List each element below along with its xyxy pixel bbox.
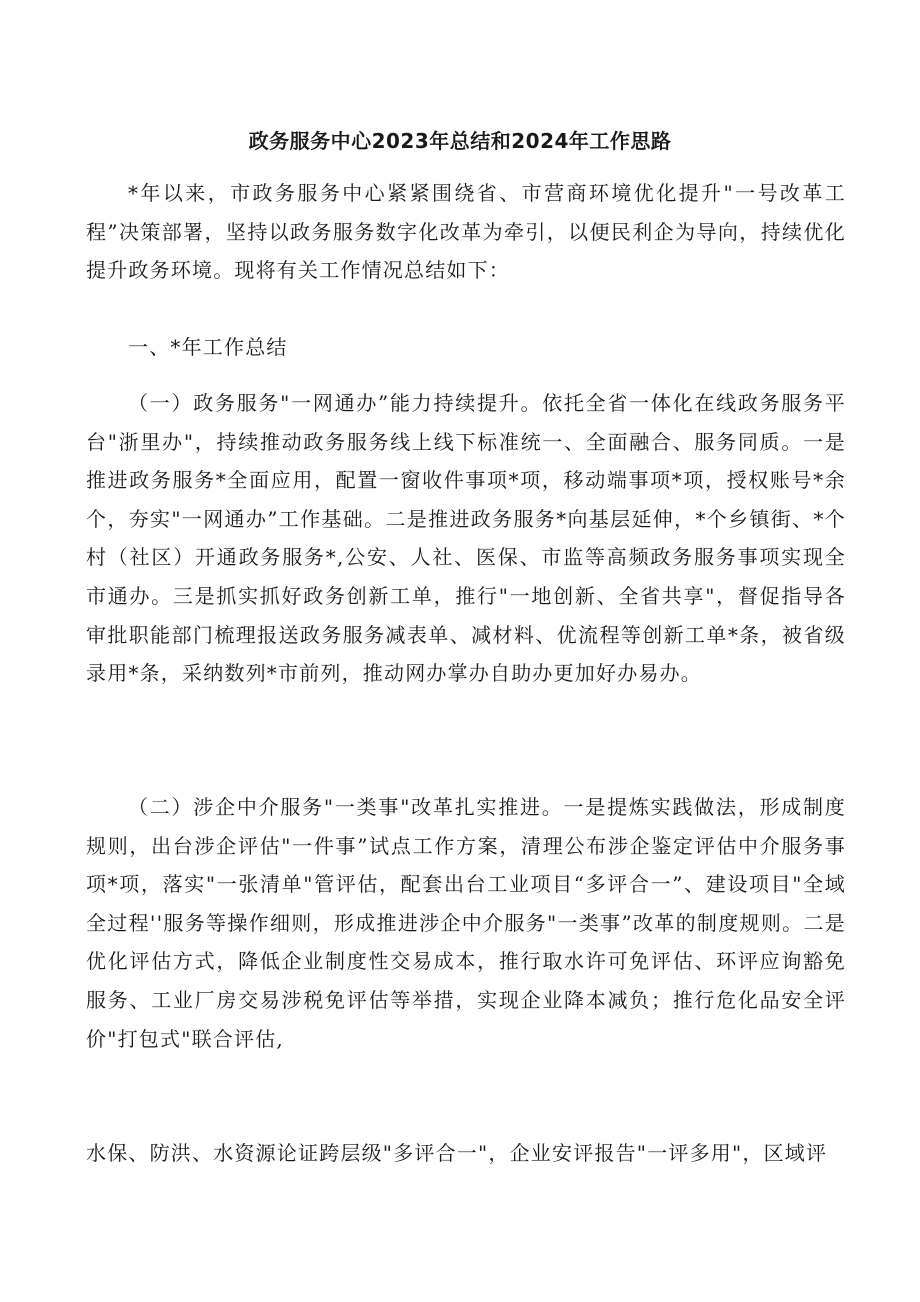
paragraph-one: （一）政务服务"一网通办”能力持续提升。依托全省一体化在线政务服务平台"浙里办"，持续推动政务服务线上线下标准统一、全面融合、服务同质。一是推进政务服务*全面应用，配置一窗收件事项*项，移动端事项*项，授权账号*余个，夯实"一网通办”工作基础。二是推进政务服务*向基层延伸，*个乡镇街、*个村（社区）开通政务服务*,公安、人社、医保、市监等高频政务服务事项实现全市通办。三是抓实抓好政务创新工单，推行"一地创新、全省共享"，督促指导各审批职能部门梳理报送政务服务减表单、减材料、优流程等创新工单*条，被省级录用*条，采纳数列*市前列，推动网办掌办自助办更加好办易办。 (86, 391, 846, 686)
section-heading: 一、*年工作总结 (128, 335, 288, 359)
paragraph-three: 水保、防洪、水资源论证跨层级"多评合一"，企业安评报告"一评多用"，区域评 (86, 1141, 828, 1165)
document-title: 政务服务中心2023年总结和2024年工作思路 (248, 129, 672, 153)
paragraph-two: （二）涉企中介服务"一类事"改革扎实推进。一是提炼实践做法，形成制度规则，出台涉企评估"一件事”试点工作方案，清理公布涉企鉴定评估中介服务事项*项，落实"一张清单"管评估，配套出台工业项目“多评合一”、建设项目"全域全过程''服务等操作细则，形成推进涉企中介服务"一类事”改革的制度规则。二是优化评估方式，降低企业制度性交易成本，推行取水许可免评估、环评应询豁免服务、工业厂房交易涉税免评估等举措，实现企业降本减负；推行危化品安全评价"打包式"联合评估, (86, 795, 846, 1051)
intro-paragraph: *年以来，市政务服务中心紧紧围绕省、市营商环境优化提升"一号改革工程”决策部署，坚持以政务服务数字化改革为牵引，以便民利企为导向，持续优化提升政务环境。现将有关工作情况总结如下： (86, 181, 846, 283)
